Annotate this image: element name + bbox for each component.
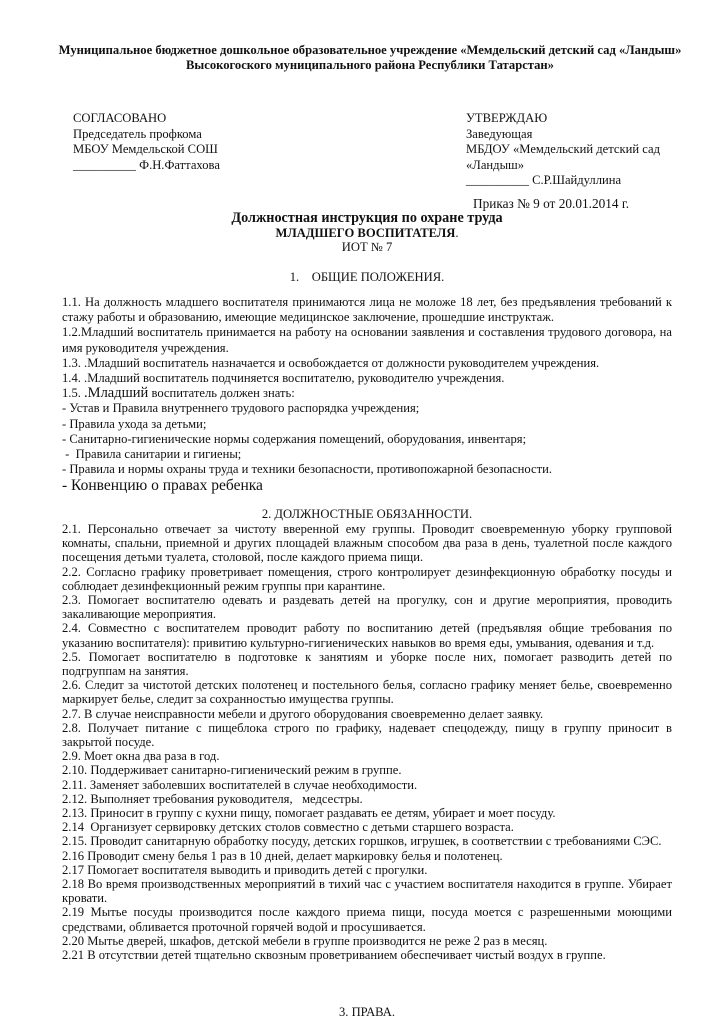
duty-item: 2.18 Во время производственных мероприятий в тихий час с участием воспитателя находится в группе. Убирает кровати. <box>62 877 672 906</box>
title-main: Должностная инструкция по охране труда <box>231 210 503 226</box>
title-position: МЛАДШЕГО ВОСПИТАТЕЛЯ <box>275 225 456 240</box>
duty-item: 2.17 Помогает воспитателя выводить и приводить детей с прогулки. <box>62 862 428 877</box>
duty-item: 2.13. Приносит в группу с кухни пищу, помогает раздавать ее детям, убирает и моет посуду. <box>62 806 556 821</box>
duty-item: 2.15. Проводит санитарную обработку посуду, детских горшков, игрушек, в соответствии с требованиями СЭС. <box>62 834 662 849</box>
duty-item: 2.4. Совместно с воспитателем проводит работу по воспитанию детей (предъявляя общие требования по указанию воспитателя): привитию культурно-гигиенических навыков во время еды, умывания, одевания и т.д. <box>62 621 672 650</box>
section1-item: 1.1. На должность младшего воспитателя принимаются лица не моложе 18 лет, без предъявления требований к стажу работы и образованию, имеющие медицинское заключение, прошедшие инструктаж. <box>62 295 672 325</box>
title-position-dot: . <box>455 225 459 240</box>
knowledge-item-convention: - Конвенцию о правах ребенка <box>62 477 263 495</box>
duty-item: 2.2. Согласно графику проветривает помещения, строго контролирует дезинфекционную обработку посуды и соблюдает дезинфекционный режим группы при карантине. <box>62 564 672 593</box>
duty-item: 2.16 Проводит смену белья 1 раз в 10 дней, делает маркировку белья и полотенец. <box>62 848 503 863</box>
duty-item: 2.7. В случае неисправности мебели и другого оборудования своевременно делает заявку. <box>62 706 544 721</box>
agreed-position: Председатель профкома <box>73 126 202 141</box>
agreed-block <box>73 111 220 173</box>
institution-header <box>40 43 700 72</box>
section2-body <box>62 522 672 962</box>
agreed-label: СОГЛАСОВАНО <box>73 111 167 125</box>
section1-item: 1.2.Младший воспитатель принимается на работу на основании заявления и составления трудового договора, на имя руководителя учреждения. <box>62 325 672 355</box>
approved-organization: МБДОУ «Мемдельский детский сад <box>466 142 660 156</box>
section1-item: 1.4. .Младший воспитатель подчиняется воспитателю, руководителю учреждения. <box>62 371 505 386</box>
document-title <box>62 211 672 255</box>
duty-item: 2.11. Заменяет заболевших воспитателей в случае необходимости. <box>62 777 418 792</box>
duty-item: 2.12. Выполняет требования руководителя, медсестры. <box>62 791 363 806</box>
section1-item-1-5 <box>62 386 672 401</box>
item-number: 1.5. <box>62 386 85 401</box>
duty-item: 2.21 В отсутствии детей тщательно сквозным проветриванием обеспечивает чистый воздух в группе. <box>62 948 606 963</box>
order-reference: Приказ № 9 от 20.01.2014 г. <box>473 196 630 211</box>
institution-name: Муниципальное бюджетное дошкольное образовательное учреждение «Мемдельский детский сад «Ландыш» <box>58 43 682 57</box>
duty-item: 2.3. Помогает воспитателю одевать и раздевать детей на прогулку, сон и другие мероприятия, проводить закаливающие мероприятия. <box>62 593 672 622</box>
section1-item: 1.3. .Младший воспитатель назначается и освобождается от должности руководителем учреждения. <box>62 355 600 370</box>
duty-item: 2.1. Персонально отвечает за чистоту вверенной ему группы. Проводит своевременную уборку групповой комнаты, спальни, приемной и других площадей влажным способом два раза в день, туалетной после каждого посещения детьми туалета, столовой, после каждого приема пищи. <box>62 522 672 565</box>
agreed-organization: МБОУ Мемдельской СОШ <box>73 142 218 156</box>
duty-item: 2.9. Моет окна два раза в год. <box>62 749 220 764</box>
institution-region: Высокогоского муниципального района Республики Татарстан» <box>186 57 554 72</box>
item-text: воспитатель должен знать: <box>148 386 295 401</box>
title-number: ИОТ № 7 <box>341 240 393 254</box>
approved-organization-cont: «Ландыш» <box>466 157 525 172</box>
agreed-signature: __________ Ф.Н.Фаттахова <box>73 157 220 172</box>
section2-heading: 2. ДОЛЖНОСТНЫЕ ОБЯЗАННОСТИ. <box>261 507 473 521</box>
approved-position: Заведующая <box>466 126 533 141</box>
knowledge-item: - Правила ухода за детьми; <box>62 416 207 431</box>
approved-signature: __________ С.Р.Шайдуллина <box>466 173 622 187</box>
duty-item: 2.8. Получает питание с пищеблока строго по графику, надевает спецодежду, пищу в группу приносит в закрытой посуде. <box>62 720 672 750</box>
duty-item: 2.19 Мытье посуды производится после каждого приема пищи, посуда моется с разрешенными моющими средствами, обливается проточной горячей водой и просушивается. <box>62 905 672 934</box>
duty-item: 2.14 Организует сервировку детских столов совместно с детьми старшего возраста. <box>62 820 514 835</box>
section1-body <box>62 295 672 494</box>
approved-label: УТВЕРЖДАЮ <box>466 111 548 125</box>
duty-item: 2.5. Помогает воспитателю в подготовке к занятиям и уборке после них, помогает разводить детей по подгруппам на занятия. <box>62 649 672 679</box>
knowledge-item: - Правила санитарии и гигиены; <box>62 447 242 462</box>
duty-item: 2.6. Следит за чистотой детских полотенец и постельного белья, согласно графику меняет белье, своевременно маркирует белье, следит за сохранностью имущества группы. <box>62 678 672 707</box>
knowledge-item: - Правила и нормы охраны труда и техники безопасности, противопожарной безопасности. <box>62 462 553 477</box>
approved-block <box>466 111 660 189</box>
duty-item: 2.20 Мытье дверей, шкафов, детской мебели в группе производится не реже 2 раз в месяц. <box>62 933 548 948</box>
knowledge-item: - Устав и Правила внутреннего трудового распорядка учреждения; <box>62 401 420 416</box>
knowledge-item: - Санитарно-гигиенические нормы содержания помещений, оборудования, инвентаря; <box>62 431 527 446</box>
section1-heading: 1. ОБЩИЕ ПОЛОЖЕНИЯ. <box>289 270 445 284</box>
section3-heading: 3. ПРАВА. <box>338 1005 396 1019</box>
duty-item: 2.10. Поддерживает санитарно-гигиенический режим в группе. <box>62 763 402 778</box>
item-emphasis: .Младший <box>84 385 149 402</box>
